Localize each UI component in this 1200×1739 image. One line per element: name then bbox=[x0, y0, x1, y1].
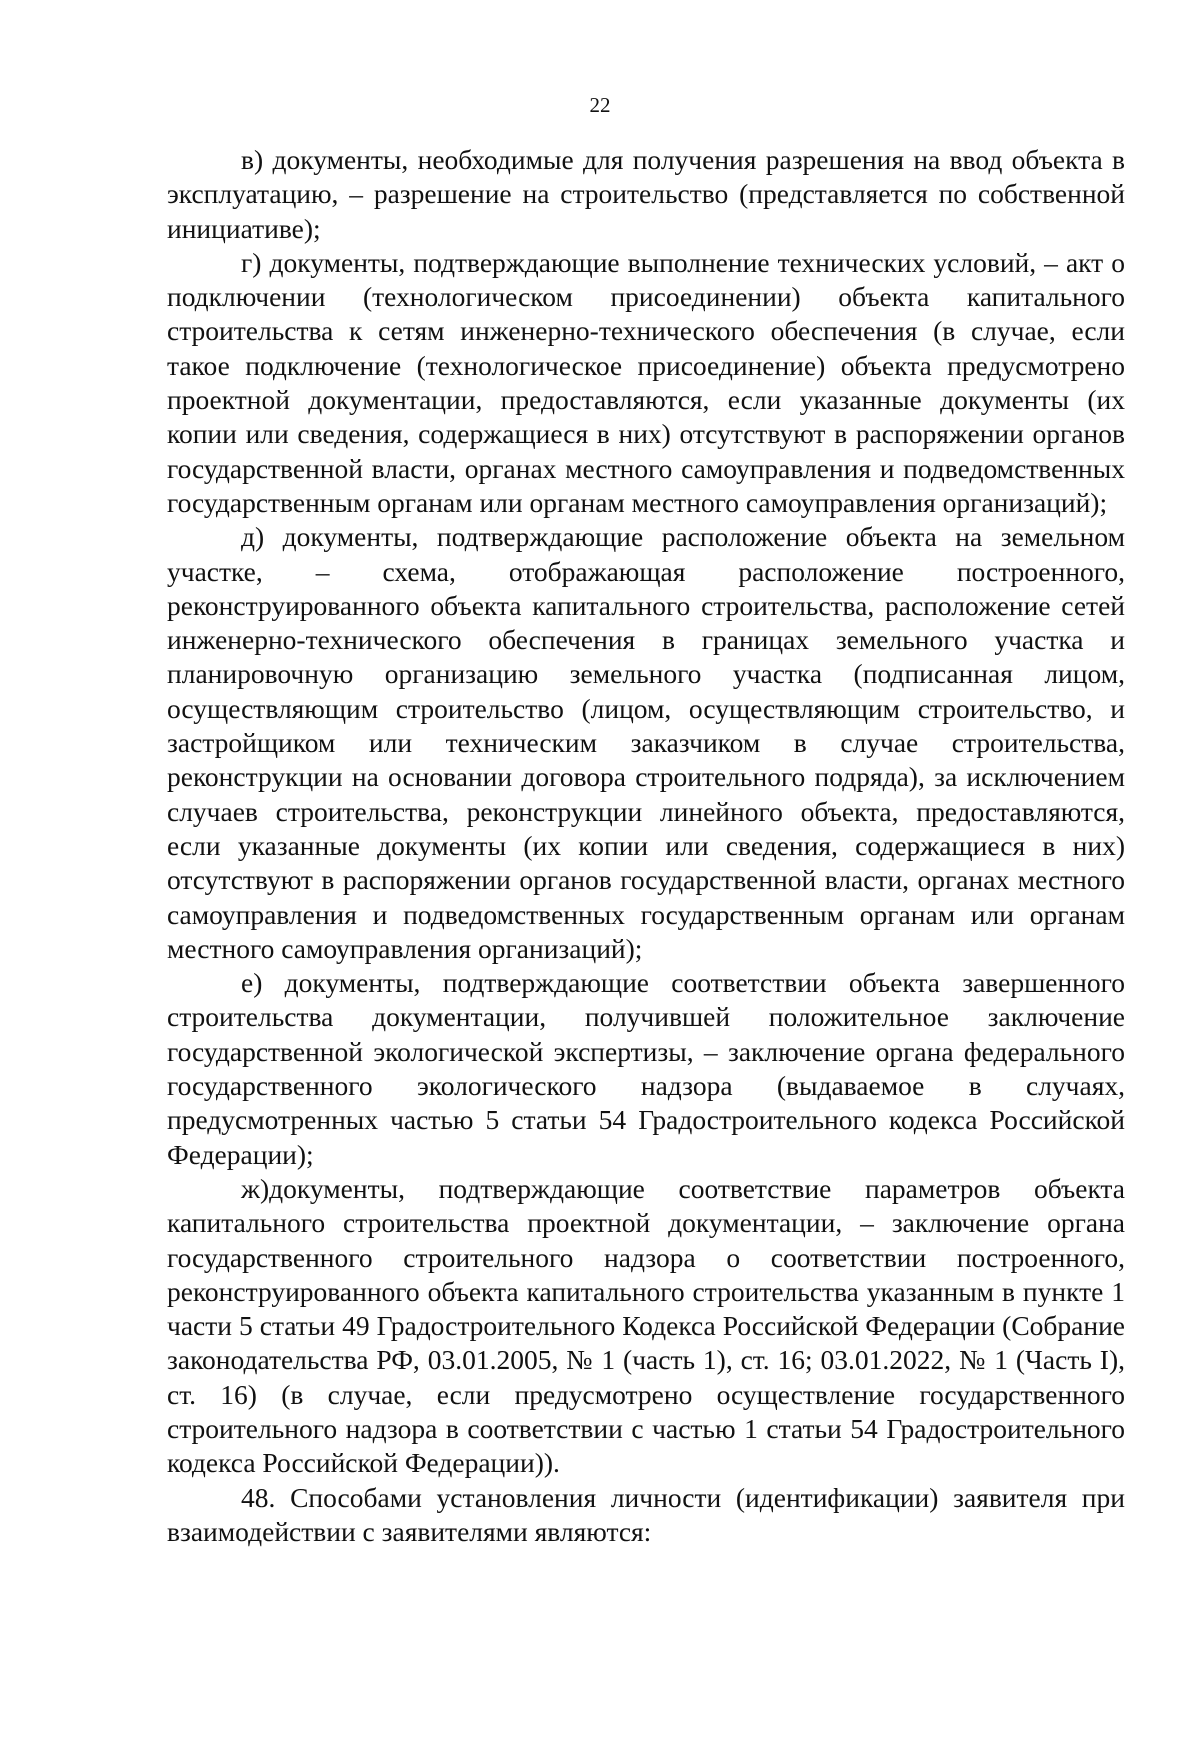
paragraph-v: в) документы, необходимые для получения разрешения на ввод объекта в эксплуатацию, – разрешение на строительство (представляется по собственной инициативе); bbox=[167, 144, 1125, 244]
document-body bbox=[167, 143, 1125, 1549]
paragraph-d: д) документы, подтверждающие расположение объекта на земельном участке, – схема, отображающая расположение построенного, реконструированного объекта капитального строительства, расположение сетей инженерно-технического обеспечения в границах земельного участка и планировочную организацию земельного участка (подписанная лицом, осуществляющим строительство (лицом, осуществляющим строительство, и застройщиком или техническим заказчиком в случае строительства, реконструкции на основании договора строительного подряда), за исключением случаев строительства, реконструкции линейного объекта, предоставляются, если указанные документы (их копии или сведения, содержащиеся в них) отсутствуют в распоряжении органов государственной власти, органах местного самоуправления и подведомственных государственным органам или органам местного самоуправления организаций); bbox=[167, 521, 1125, 964]
paragraph-48: 48. Способами установления личности (идентификации) заявителя при взаимодействии с заявителями являются: bbox=[167, 1481, 1125, 1547]
paragraph-zh: ж)документы, подтверждающие соответствие параметров объекта капитального строительства проектной документации, – заключение органа государственного строительного надзора о соответствии построенного, реконструированного объекта капитального строительства указанным в пункте 1 части 5 статьи 49 Градостроительного Кодекса Российской Федерации (Собрание законодательства РФ, 03.01.2005, № 1 (часть 1), ст. 16; 03.01.2022, № 1 (Часть I), ст. 16) (в случае, если предусмотрено осуществление государственного строительного надзора в соответствии с частью 1 статьи 54 Градостроительного кодекса Российской Федерации)). bbox=[167, 1172, 1125, 1479]
page-number: 22 bbox=[589, 93, 611, 117]
paragraph-g: г) документы, подтверждающие выполнение технических условий, – акт о подключении (технологическом присоединении) объекта капитального строительства к сетям инженерно-технического обеспечения (в случае, если такое подключение (технологическое присоединение) объекта предусмотрено проектной документации, предоставляются, если указанные документы (их копии или сведения, содержащиеся в них) отсутствуют в распоряжении органов государственной власти, органах местного самоуправления и подведомственных государственным органам или органам местного самоуправления организаций); bbox=[167, 246, 1125, 518]
paragraph-e: е) документы, подтверждающие соответствии объекта завершенного строительства документации, получившей положительное заключение государственной экологической экспертизы, – заключение органа федерального государственного экологического надзора (выдаваемое в случаях, предусмотренных частью 5 статьи 54 Градостроительного кодекса Российской Федерации); bbox=[167, 967, 1125, 1170]
